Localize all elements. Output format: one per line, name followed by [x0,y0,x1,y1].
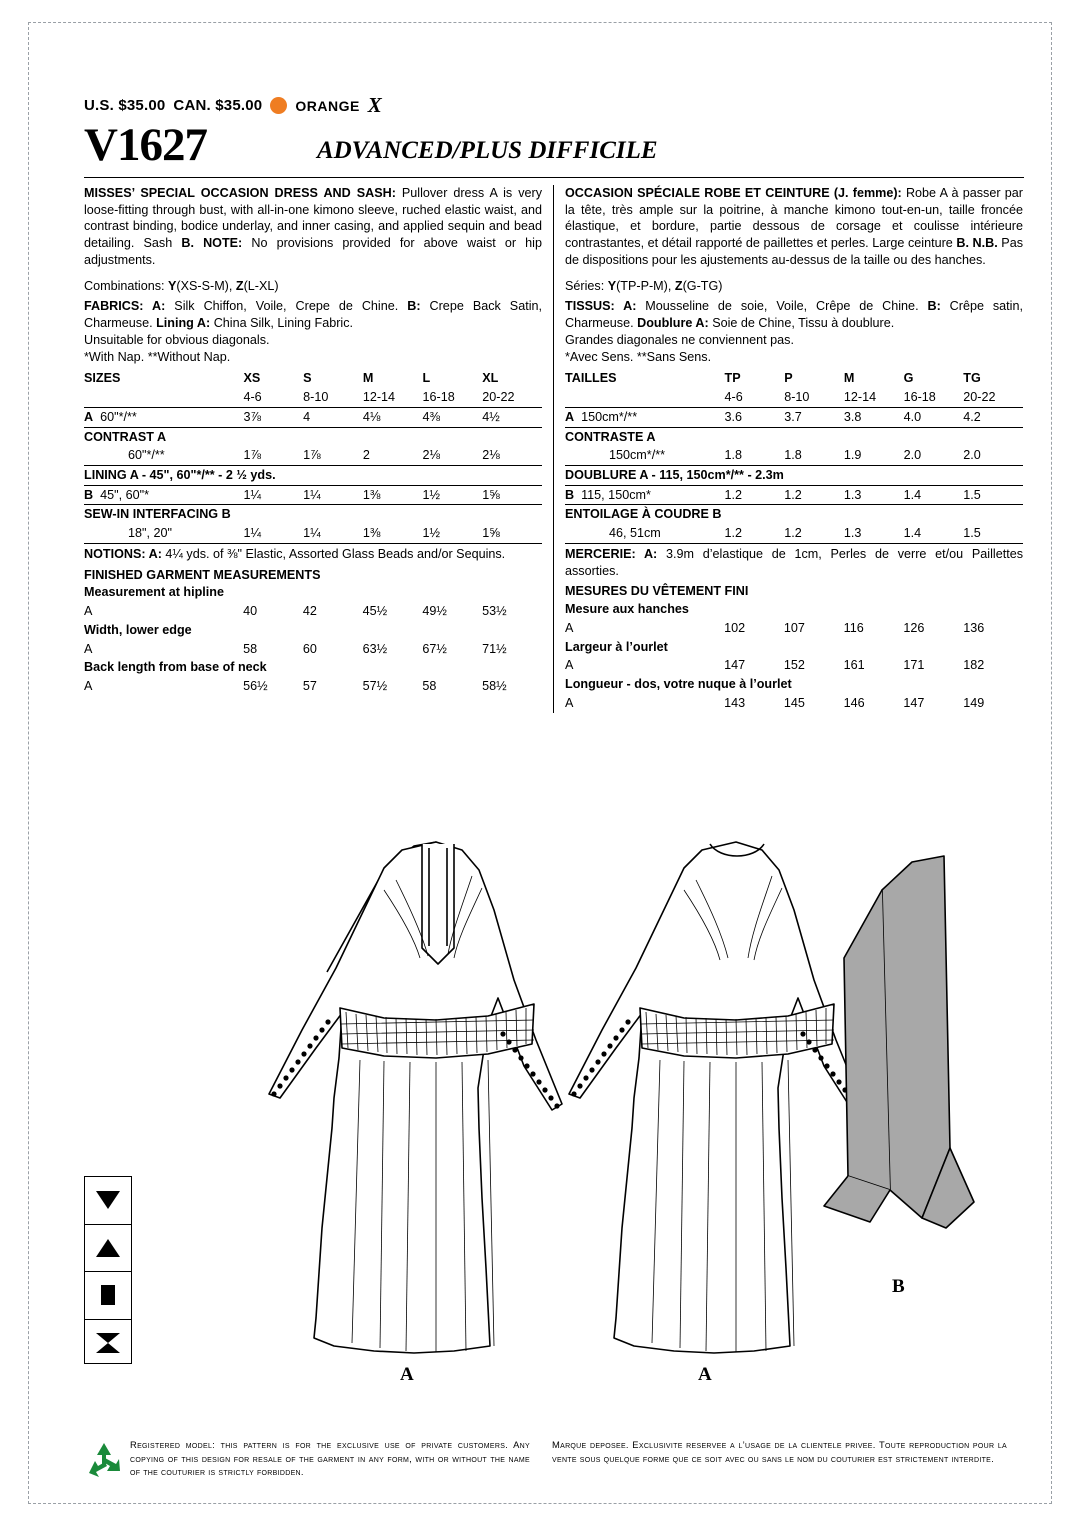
size-mark: X [367,93,383,117]
cell: 12-14 [844,388,904,407]
cell: 8-10 [784,388,844,407]
table-row [84,658,542,677]
fgm-group-title: Back length from base of neck [84,660,267,675]
fgm-group-title: Longueur - dos, votre nuque à l’ourlet [565,677,792,692]
table-row [84,388,542,407]
pattern-number: V1627 [84,119,207,171]
row-label: A [84,604,93,619]
cell [84,388,243,407]
cell: 1.3 [844,524,904,543]
french-combinations-label: Séries: [565,278,608,293]
english-notions-label: NOTIONS: A: [84,546,162,561]
english-description [84,185,542,269]
row-sub: 150cm*/** [565,446,725,465]
row-sub: 150cm*/** [581,409,638,424]
cell: 1¼ [303,524,363,543]
body-columns [84,185,1024,713]
size-xs: XS [243,371,261,386]
table-row [84,407,542,427]
footer-text-french: Marque deposee. Exclusivite reservee a l’usage de la clientele privee. Toute reproduction pour la vente sous quelque forme que ce soit avec ou sans le nom du couturier est strictement interdite. [552,1439,1007,1464]
table-row [84,505,542,524]
cell: 161 [843,658,865,673]
fgm-group-title: Measurement at hipline [84,585,224,600]
french-description [565,185,1023,269]
table-row [565,485,1023,505]
cell: 3.6 [725,407,785,427]
table-row [84,640,542,659]
english-yardage-table [84,369,542,544]
size-col-header: TAILLES [565,371,617,386]
cell: 71½ [482,641,507,656]
row-label: A [84,641,93,656]
glyph-square-icon [85,1272,131,1320]
dress-back-drawing [569,842,862,1353]
cell: 1.2 [725,485,785,505]
cell: 58 [243,641,258,656]
fgm-group-title: Largeur à l’ourlet [565,639,668,654]
table-row [84,524,542,543]
french-yardage-table [565,369,1023,544]
french-lining-label: Doublure A: [637,316,709,331]
table-row [565,694,1023,713]
cell: 143 [724,695,746,710]
english-fabrics-b-body: Crepe Back Satin, Charmeuse. [84,299,543,331]
cell: 20-22 [963,388,1023,407]
english-fgm-table [84,583,542,695]
row-label: A [84,679,93,694]
cell: 1.3 [844,485,904,505]
french-notions [565,546,1023,579]
dress-front-drawing [269,842,562,1353]
cell: 145 [783,695,805,710]
english-fabrics-label: FABRICS: A: [84,299,166,314]
size-s: S [303,371,312,386]
cell: 136 [963,620,985,635]
row-label: A [565,658,574,673]
cell: 42 [302,604,317,619]
english-lining-label: Lining A: [156,316,211,331]
difficulty-label: ADVANCED/PLUS DIFFICILE [316,137,658,164]
label-sash-b: B [892,1276,905,1297]
price-row [84,93,1024,118]
french-description-body: Robe A à passer par la tête, très ample sur la poitrine, à manche kimono tout-en-un, taille froncée élastique, et bordure, partie dessous de corsage et coulisse intérieure contrastantes, et détail rapporté de paillettes et perles. Large ceinture [565,186,1023,251]
cell: 1⅝ [482,485,542,505]
cell: 49½ [422,604,447,619]
row-sub: 60"*/** [100,409,137,424]
english-combo-z: Z [235,278,244,293]
row-label: CONTRAST A [84,429,167,444]
french-combinations [565,278,1023,295]
cell: 16-18 [423,388,483,407]
fgm-group-title: Width, lower edge [84,622,192,637]
cell: 107 [783,620,805,635]
english-note-label: B. NOTE: [181,236,243,251]
table-row [84,466,542,486]
title-divider [84,177,1024,178]
table-row [84,446,542,465]
table-row [565,369,1023,388]
french-notions-body: 3.9m d’elastique de 1cm, Perles de verre et/ou Paillettes assorties. [565,546,1023,578]
cell: 2⅛ [423,446,483,465]
cell: 1¼ [243,485,303,505]
english-fgm-title: FINISHED GARMENT MEASUREMENTS [84,567,321,582]
english-notions-body: 4¼ yds. of ⅜" Elastic, Assorted Glass Beads and/or Sequins. [161,546,506,561]
french-lining-body: Soie de Chine, Tissu à doublure. [708,316,895,331]
view-glyph-legend [84,1176,132,1364]
price-can: CAN. $35.00 [173,97,263,114]
cell: 1⅞ [243,446,303,465]
english-notions [84,546,542,563]
row-sub: 18", 20" [84,524,243,543]
cell: 4⅛ [363,407,423,427]
french-fabrics-body: Mousseline de soie, Voile, Crêpe de Chine. [636,299,928,314]
row-label: A [565,695,574,710]
english-lining-body: China Silk, Lining Fabric. [210,316,353,331]
french-combo-z: Z [674,278,683,293]
cell: 1.2 [784,524,844,543]
table-row [565,656,1023,675]
french-unsuitable: Grandes diagonales ne conviennent pas. [565,332,794,347]
cell: 4.2 [963,407,1023,427]
price-us: U.S. $35.00 [84,97,166,114]
cell: 16-18 [904,388,964,407]
cell: 149 [963,695,985,710]
row-label: B [84,487,94,502]
cell: 63½ [362,641,388,656]
cell: 56½ [243,679,268,694]
cell: 4-6 [725,388,785,407]
cell: 1¼ [303,485,363,505]
english-description-title: MISSES’ SPECIAL OCCASION DRESS AND SASH: [84,186,396,200]
cell: 1.8 [725,446,785,465]
cell: 40 [243,604,258,619]
cell: 53½ [482,604,507,619]
english-description-body: Pullover dress A is very loose-fitting through bust, with all-in-one kimono sleeve, ruched elastic waist, and contrast binding, bodice underlay, and inner casing, and applied sequin and bead detailing. Sash [84,186,542,251]
cell: 4½ [482,407,542,427]
cell: 182 [963,658,985,673]
table-row [84,621,542,640]
table-row [84,485,542,505]
english-nap-note: *With Nap. **Without Nap. [84,349,231,364]
row-label: A [565,409,575,424]
size-l: L [422,371,431,386]
cell: 12-14 [363,388,423,407]
glyph-triangle-down-icon [85,1177,131,1225]
cell: 60 [302,641,317,656]
color-label: ORANGE [295,97,360,114]
table-row [84,427,542,446]
cell: 1.9 [844,446,904,465]
table-row [565,427,1023,446]
table-row [565,675,1023,694]
french-fabrics-b-body: Crêpe satin, Charmeuse. [565,299,1023,331]
sash-drawing [824,856,974,1228]
cell: 146 [843,695,865,710]
cell: 2.0 [904,446,964,465]
cell: 1½ [423,485,483,505]
cell: 3.7 [784,407,844,427]
english-note-body: No provisions provided for above waist or hip adjustments. [84,236,542,267]
english-fabrics-b-label: B: [407,299,421,314]
technical-line-drawings [84,798,1024,1398]
table-row [565,446,1023,465]
cell: 58½ [482,679,507,694]
table-row [565,619,1023,638]
table-row [565,638,1023,657]
french-combo-z-val: (G-TG) [682,278,723,293]
table-row [565,524,1023,543]
cell: 171 [903,658,925,673]
table-row [84,369,542,388]
label-back-a: A [698,1364,712,1385]
french-fabrics-b-label: B: [927,299,941,314]
cell: 1⅝ [482,524,542,543]
size-m: M [843,371,855,386]
cell: 3.8 [844,407,904,427]
row-sub: 60"*/** [84,446,243,465]
pattern-envelope-back [28,22,1052,1504]
footer-text-english: Registered model: this pattern is for the exclusive use of private customers. Any copying of this design for resale of the garment in any form, with or without the name of the couturier is strictly forbidden. [130,1439,530,1478]
cell: 1.5 [963,485,1023,505]
cell: 4-6 [243,388,303,407]
cell: 2 [363,446,423,465]
row-sub: 46, 51cm [565,524,725,543]
cell: 1½ [423,524,483,543]
table-row [84,602,542,621]
cell: 147 [724,658,746,673]
french-note-label: B. N.B. [956,236,998,251]
english-combo-z-val: (L-XL) [243,278,279,293]
size-xl: XL [482,371,499,386]
cell: 102 [724,620,746,635]
cell: 152 [783,658,805,673]
size-p: P [784,371,793,386]
row-label: ENTOILAGE À COUDRE B [565,507,722,522]
cell: 58 [422,679,437,694]
row-sub: 115, 150cm* [581,487,651,502]
cell: 1⅜ [363,524,423,543]
cell: 8-10 [303,388,363,407]
french-fabrics [565,298,1023,365]
french-fgm-table [565,600,1023,712]
row-sub: 45", 60"* [100,487,149,502]
cell: 4 [303,407,363,427]
english-combinations-label: Combinations: [84,278,168,293]
cell: 20-22 [482,388,542,407]
french-nap-note: *Avec Sens. **Sans Sens. [565,349,712,364]
cell: 4⅜ [423,407,483,427]
french-notions-label: MERCERIE: A: [565,546,658,561]
cell: 1.4 [904,524,964,543]
cell: 1.2 [725,524,785,543]
english-combinations [84,278,542,295]
cell: 1¼ [243,524,303,543]
english-combo-y-val: (XS-S-M), [176,278,236,293]
table-row [565,466,1023,486]
cell: 2⅛ [482,446,542,465]
column-divider [553,185,554,713]
french-column [565,185,1023,713]
cell: 1.4 [904,485,964,505]
label-front-a: A [400,1364,414,1385]
english-fabrics-body: Silk Chiffon, Voile, Crepe de Chine. [165,299,408,314]
cell: 1⅜ [363,485,423,505]
row-label: B [565,487,575,502]
cell: 126 [903,620,925,635]
row-label: A [84,409,94,424]
table-row [565,600,1023,619]
cell: 147 [903,695,925,710]
size-m: M [362,371,374,386]
table-row [565,388,1023,407]
copyright-footer [84,1438,1024,1485]
english-fabrics [84,298,542,365]
size-g: G [903,371,914,386]
row-label: SEW-IN INTERFACING B [84,507,231,522]
garment-illustrations [84,798,1024,1428]
table-row [565,505,1023,524]
table-row [84,677,542,696]
french-note-body: Pas de dispositions pour les ajustements au-dessus de la taille ou des hanches. [565,236,1024,267]
cell: 67½ [422,641,447,656]
row-label: CONTRASTE A [565,429,656,444]
french-fabrics-label: TISSUS: A: [565,299,637,314]
cell: 1.5 [963,524,1023,543]
cell: 4.0 [904,407,964,427]
recycle-icon [84,1440,130,1485]
title-row [84,119,1024,171]
french-combo-y-val: (TP-P-M), [616,278,675,293]
cell [565,388,725,407]
cell: 2.0 [963,446,1023,465]
cell: 57 [302,679,317,694]
french-fgm-title: MESURES DU VÊTEMENT FINI [565,584,749,599]
color-swatch-icon [270,97,287,114]
cell: 1.8 [784,446,844,465]
glyph-triangle-up-icon [85,1225,131,1273]
french-combo-y: Y [607,278,617,293]
cell: 3⅞ [243,407,303,427]
french-description-title: OCCASION SPÉCIALE ROBE ET CEINTURE (J. femme): [565,186,902,200]
cell: 1.2 [784,485,844,505]
cell: 1⅞ [303,446,363,465]
row-label: A [565,620,574,635]
glyph-hourglass-icon [85,1320,131,1367]
fgm-group-title: Mesure aux hanches [565,602,689,617]
size-tg: TG [963,371,981,386]
english-unsuitable: Unsuitable for obvious diagonals. [84,332,270,347]
size-col-header: SIZES [84,371,121,386]
table-row [565,407,1023,427]
table-row [84,583,542,602]
cell: 45½ [362,604,388,619]
cell: 57½ [362,679,388,694]
row-label: LINING A - 45", 60"*/** - 2 ½ yds. [84,466,542,486]
english-combo-y: Y [168,278,177,293]
cell: 116 [843,620,864,635]
row-label: DOUBLURE A - 115, 150cm*/** - 2.3m [565,466,1023,486]
size-tp: TP [724,371,741,386]
english-column [84,185,542,713]
